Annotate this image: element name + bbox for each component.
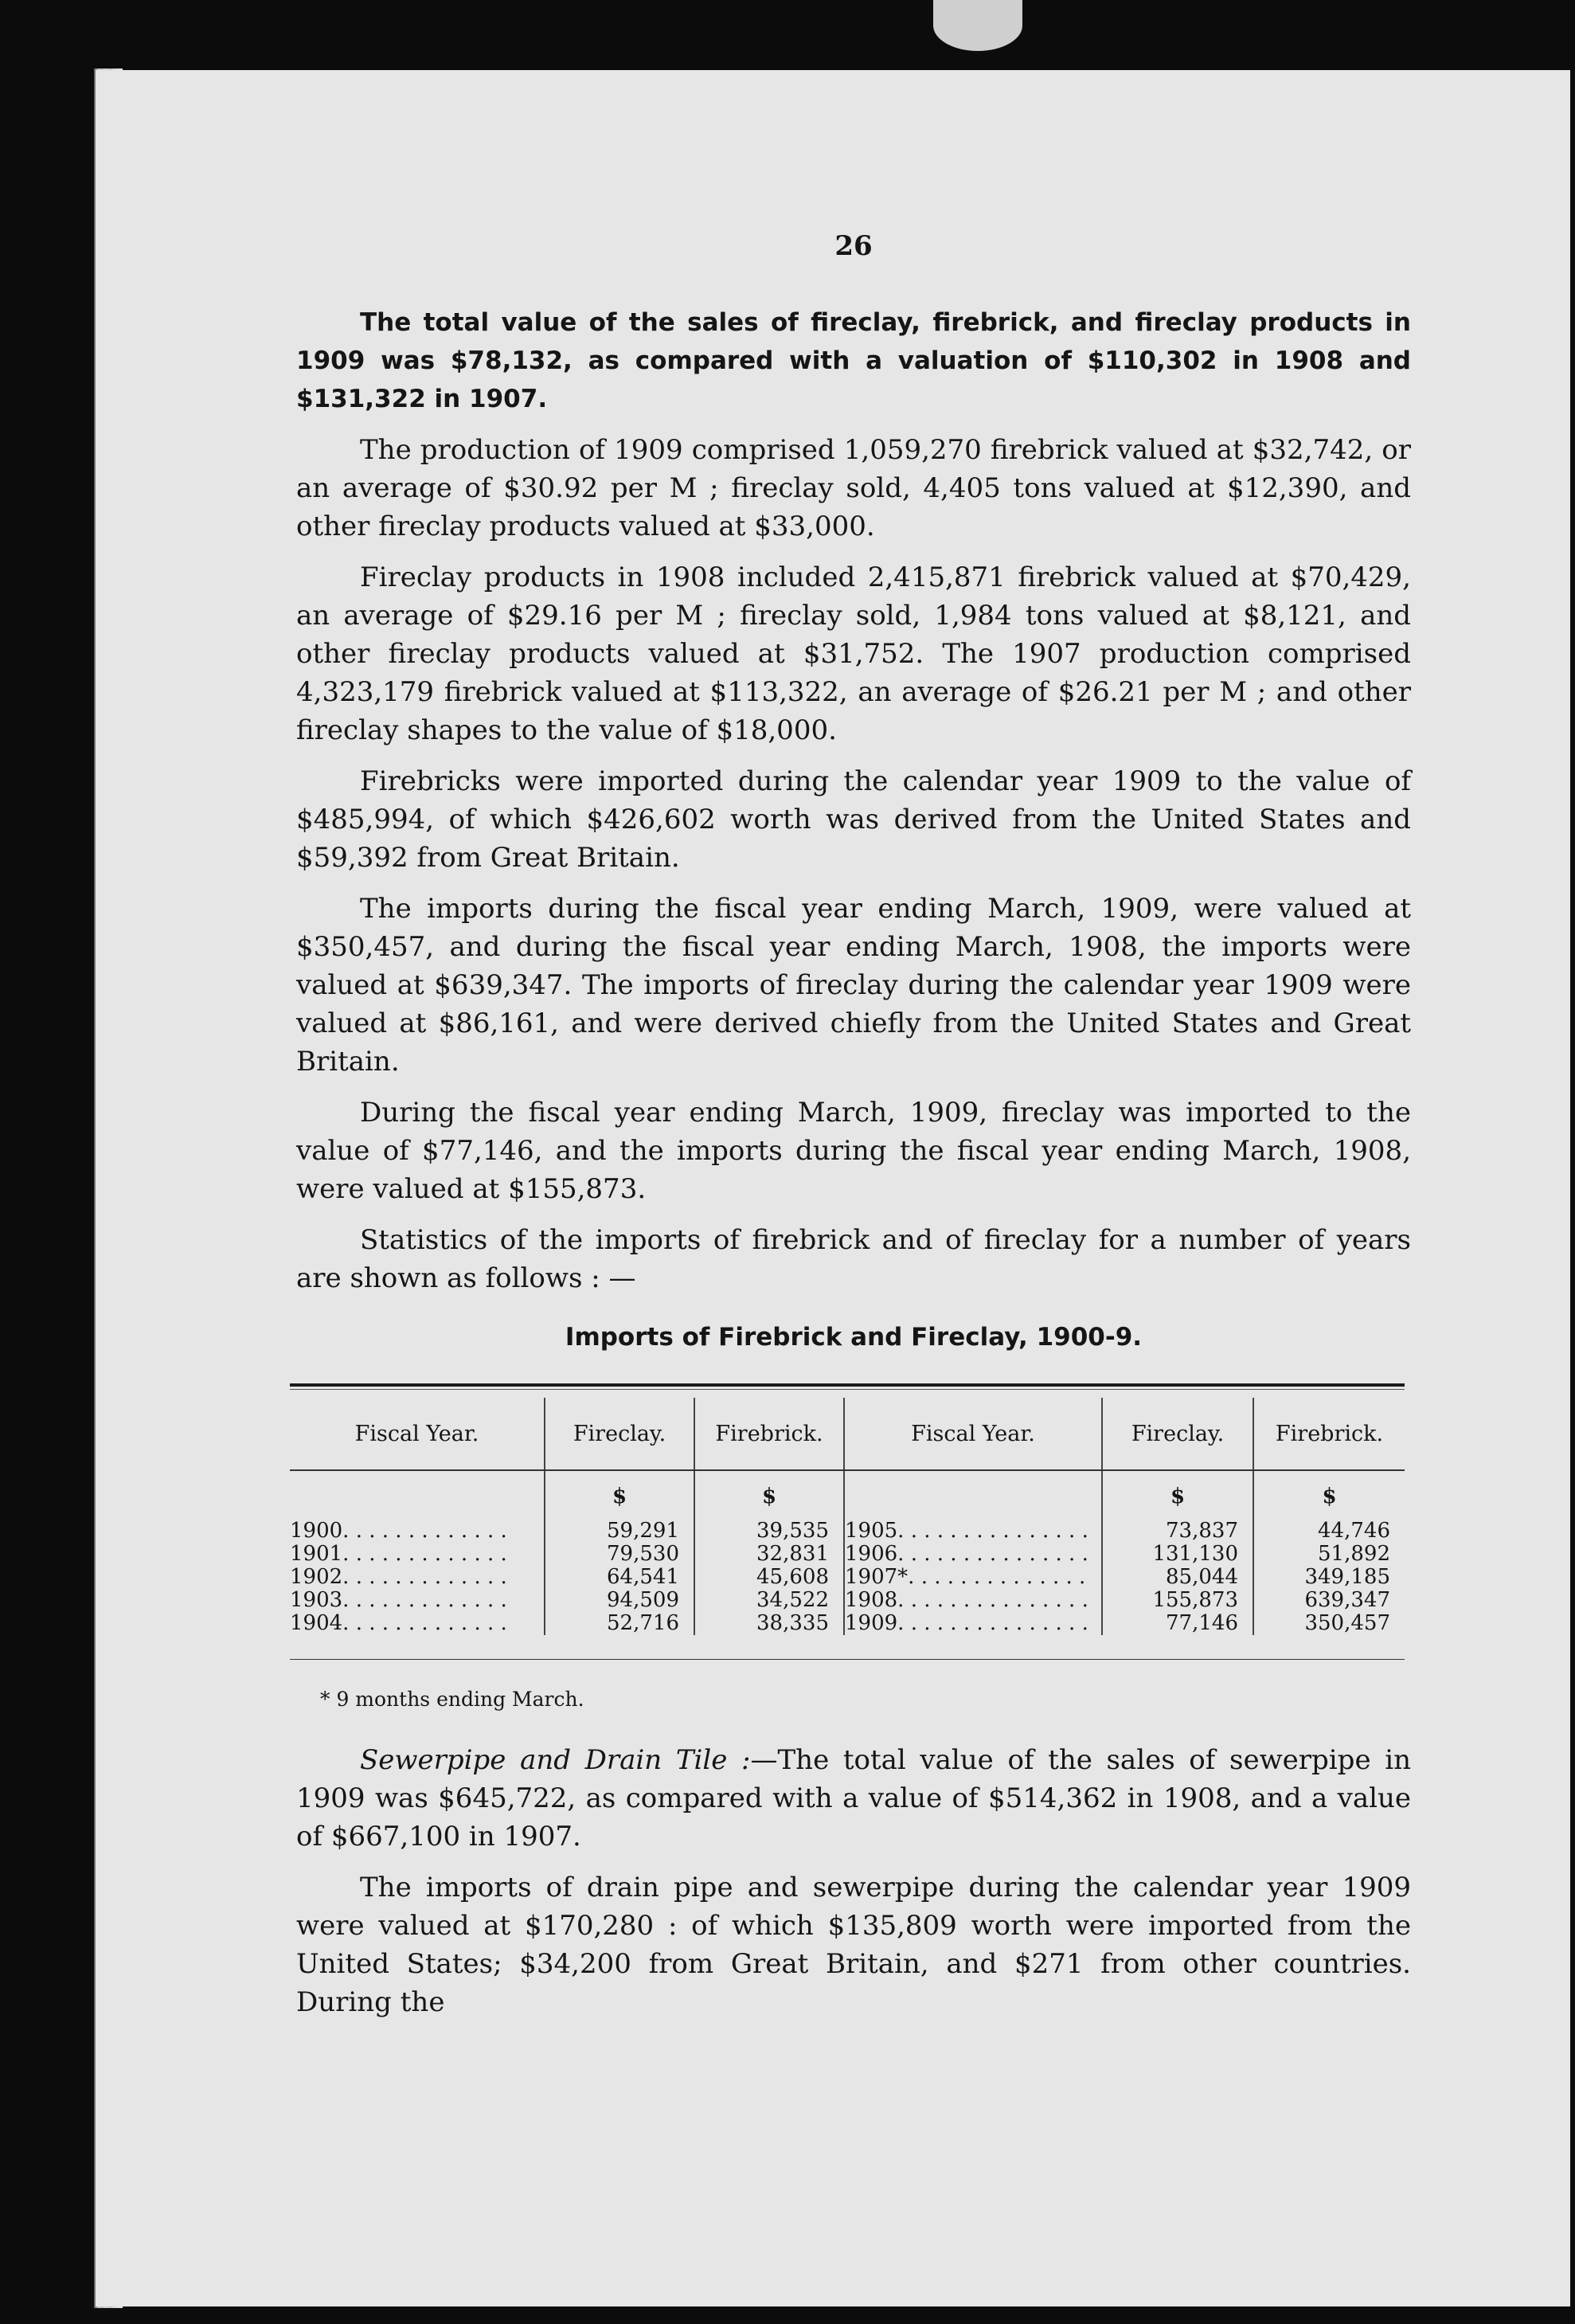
currency-symbol: $ [694,1470,844,1520]
fireclay-value: 73,837 [1102,1520,1253,1543]
header-fiscal-year-left: Fiscal Year. [290,1398,545,1470]
firebrick-value: 639,347 [1253,1589,1405,1612]
header-fireclay-right: Fireclay. [1102,1398,1253,1470]
year-cell: 1908. . . . . . . . . . . . . . . [844,1589,1102,1612]
table-row [290,1520,1405,1543]
year-cell: 1909. . . . . . . . . . . . . . . [844,1612,1102,1635]
firebrick-value: 350,457 [1253,1612,1405,1635]
table-row [290,1543,1405,1566]
header-firebrick-right: Firebrick. [1253,1398,1405,1470]
header-firebrick-left: Firebrick. [694,1398,844,1470]
firebrick-value: 39,535 [694,1520,844,1543]
fireclay-value: 52,716 [545,1612,694,1635]
year-cell: 1905. . . . . . . . . . . . . . . [844,1520,1102,1543]
fireclay-value: 155,873 [1102,1589,1253,1612]
table-footnote: * 9 months ending March. [320,1688,584,1711]
table-header-row [290,1398,1405,1470]
sewerpipe-heading: Sewerpipe and Drain Tile : [360,1744,751,1776]
table-row [290,1566,1405,1589]
paragraph-drain-pipe-imports: The imports of drain pipe and sewerpipe during the calendar year 1909 were valued at $170,280 : of which $135,809 worth were imported from the United States; $34,200 from Great Britain, and $271 from other countries. During the [296,1872,1411,2018]
sewerpipe-text: —The total value of the sales of sewerpipe in 1909 was $645,722, as compared with a value of $514,362 in 1908, and a value of $667,100 in 1907. [296,1744,1411,1853]
table-bottom-rule [290,1659,1405,1660]
paragraph-fireclay-imports: During the fiscal year ending March, 1909, fireclay was imported to the value of $77,146, and the imports during the fiscal year ending March, 1908, were valued at $155,873. [296,1097,1411,1205]
fireclay-value: 85,044 [1102,1566,1253,1589]
table-row [290,1612,1405,1635]
fireclay-value: 59,291 [545,1520,694,1543]
paragraph-statistics-intro: Statistics of the imports of firebrick and of fireclay for a number of years are shown as follows : — [296,1224,1411,1294]
firebrick-value: 38,335 [694,1612,844,1635]
header-fireclay-left: Fireclay. [545,1398,694,1470]
year-cell: 1906. . . . . . . . . . . . . . . [844,1543,1102,1566]
year-cell: 1901. . . . . . . . . . . . . [290,1542,507,1566]
header-fiscal-year-right: Fiscal Year. [844,1398,1102,1470]
year-cell: 1902. . . . . . . . . . . . . [290,1565,507,1589]
paragraph-fiscal-imports: The imports during the fiscal year ending March, 1909, were valued at $350,457, and during the fiscal year ending March, 1908, the imports were valued at $639,347. The imports of fireclay during the calendar year 1909 were valued at $86,161, and were derived chiefly from the United States and Great Britain. [296,893,1411,1078]
imports-table [290,1398,1405,1635]
paragraph-sewerpipe [296,1741,1411,1856]
firebrick-value: 45,608 [694,1566,844,1589]
table-top-rule [290,1383,1405,1390]
currency-symbol: $ [545,1470,694,1520]
paragraph-1909-production: The production of 1909 comprised 1,059,270 firebrick valued at $32,742, or an average of $30.92 per M ; fireclay sold, 4,405 tons valued at $12,390, and other fireclay products valued at $33,000. [296,434,1411,542]
currency-symbol: $ [1102,1470,1253,1520]
fireclay-value: 131,130 [1102,1543,1253,1566]
currency-row [290,1470,1405,1520]
year-cell: 1904. . . . . . . . . . . . . [290,1611,507,1635]
table-row [290,1589,1405,1612]
paragraph-fireclay-total: The total value of the sales of fireclay, firebrick, and fireclay products in 1909 was $78,132, as compared with a valuation of $110,302 in 1908 and $131,322 in 1907. [296,308,1411,413]
fireclay-value: 77,146 [1102,1612,1253,1635]
year-cell: 1900. . . . . . . . . . . . . [290,1519,507,1543]
firebrick-value: 349,185 [1253,1566,1405,1589]
document-body [290,227,1411,2034]
paragraph-1908-production: Fireclay products in 1908 included 2,415,871 firebrick valued at $70,429, an average of $29.16 per M ; fireclay sold, 1,984 tons valued at $8,121, and other fireclay products valued at $31,752. The 1907 production comprised 4,323,179 firebrick valued at $113,322, an average of $26.21 per M ; and other fireclay shapes to the value of $18,000. [296,561,1411,746]
fireclay-value: 94,509 [545,1589,694,1612]
year-cell: 1907*. . . . . . . . . . . . . . [844,1566,1102,1589]
fireclay-value: 79,530 [545,1543,694,1566]
firebrick-value: 34,522 [694,1589,844,1612]
fireclay-value: 64,541 [545,1566,694,1589]
scan-speck [933,0,1022,51]
imports-table-wrap [290,1383,1405,1660]
paragraph-firebrick-imports: Firebricks were imported during the calendar year 1909 to the value of $485,994, of which $426,602 worth was derived from the United States and $59,392 from Great Britain. [296,765,1411,874]
year-cell: 1903. . . . . . . . . . . . . [290,1588,507,1612]
firebrick-value: 44,746 [1253,1520,1405,1543]
currency-symbol: $ [1253,1470,1405,1520]
firebrick-value: 32,831 [694,1543,844,1566]
firebrick-value: 51,892 [1253,1543,1405,1566]
page-number: 26 [834,230,873,262]
table-title: Imports of Firebrick and Fireclay, 1900-9. [565,1323,1143,1352]
